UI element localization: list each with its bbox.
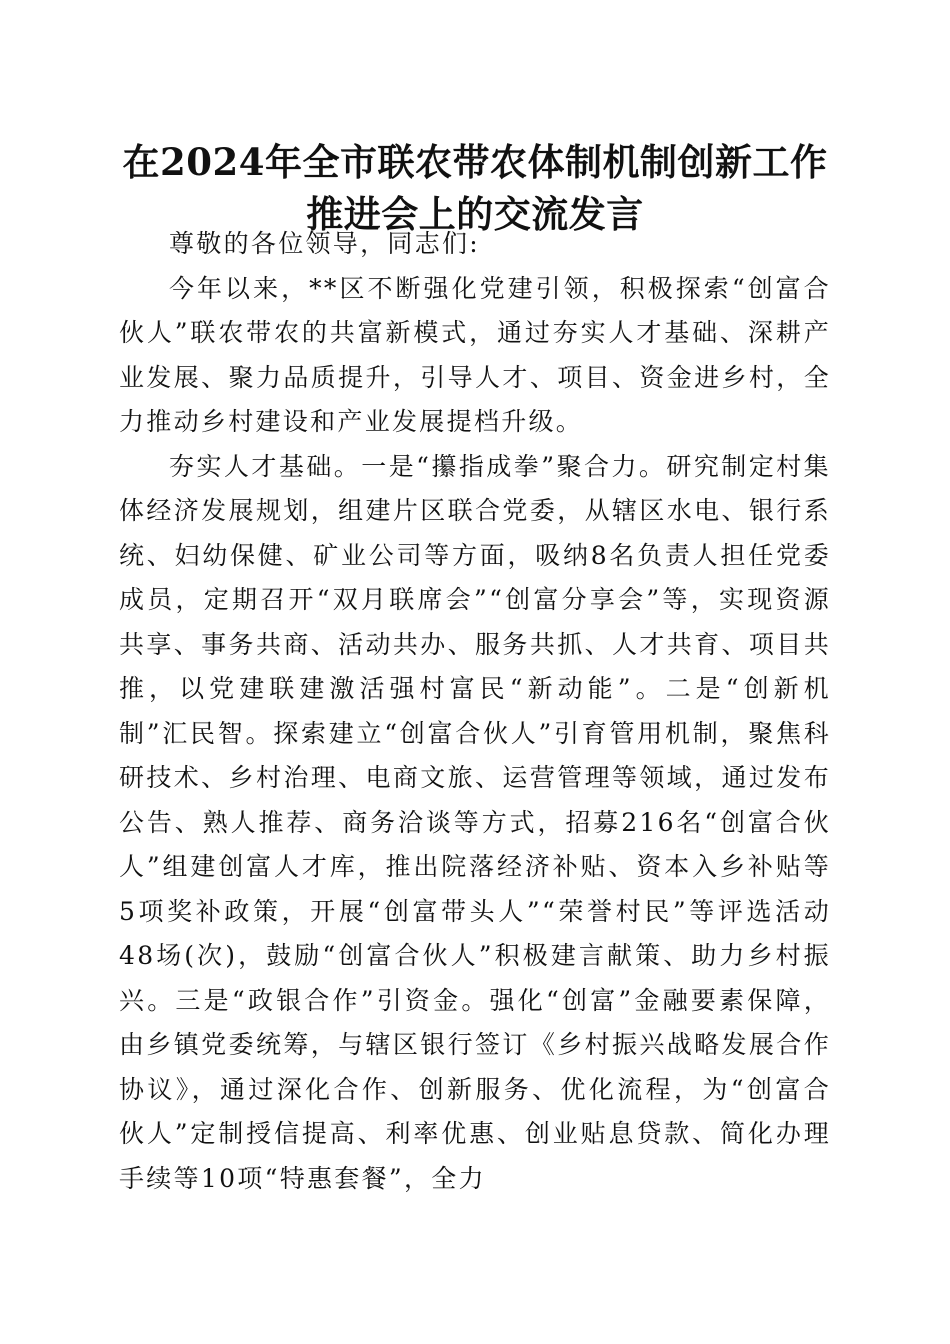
intro-paragraph: 今年以来，**区不断强化党建引领，积极探索“创富合伙人”联农带农的共富新模式，通过夯实人才基础、深耕产业发展、聚力品质提升，引导人才、项目、资金进乡村，全力推动乡村建设和产业发展提档升级。 [119,273,831,436]
talent-foundation-paragraph: 夯实人才基础。一是“攥指成拳”聚合力。研究制定村集体经济发展规划，组建片区联合党委，从辖区水电、银行系统、妇幼保健、矿业公司等方面，吸纳8名负责人担任党委成员，定期召开“双月联席会”“创富分享会”等，实现资源共享、事务共商、活动共办、服务共抓、人才共育、项目共推，以党建联建激活强村富民“新动能”。二是“创新机制”汇民智。探索建立“创富合伙人”引育管用机制，聚焦科研技术、乡村治理、电商文旅、运营管理等领域，通过发布公告、熟人推荐、商务洽谈等方式，招募216名“创富合伙人”组建创富人才库，推出院落经济补贴、资本入乡补贴等5项奖补政策，开展“创富带头人”“荣誉村民”等评选活动48场(次)，鼓励“创富合伙人”积极建言献策、助力乡村振兴。三是“政银合作”引资金。强化“创富”金融要素保障，由乡镇党委统筹，与辖区银行签订《乡村振兴战略发展合作协议》，通过深化合作、创新服务、优化流程，为“创富合伙人”定制授信提高、利率优惠、创业贴息贷款、简化办理手续等10项“特惠套餐”，全力 [119,451,831,1193]
salutation-paragraph: 尊敬的各位领导，同志们: [169,229,481,258]
document-title: 在2024年全市联农带农体制机制创新工作推进会上的交流发言 [122,140,828,236]
document-body [119,222,831,1201]
